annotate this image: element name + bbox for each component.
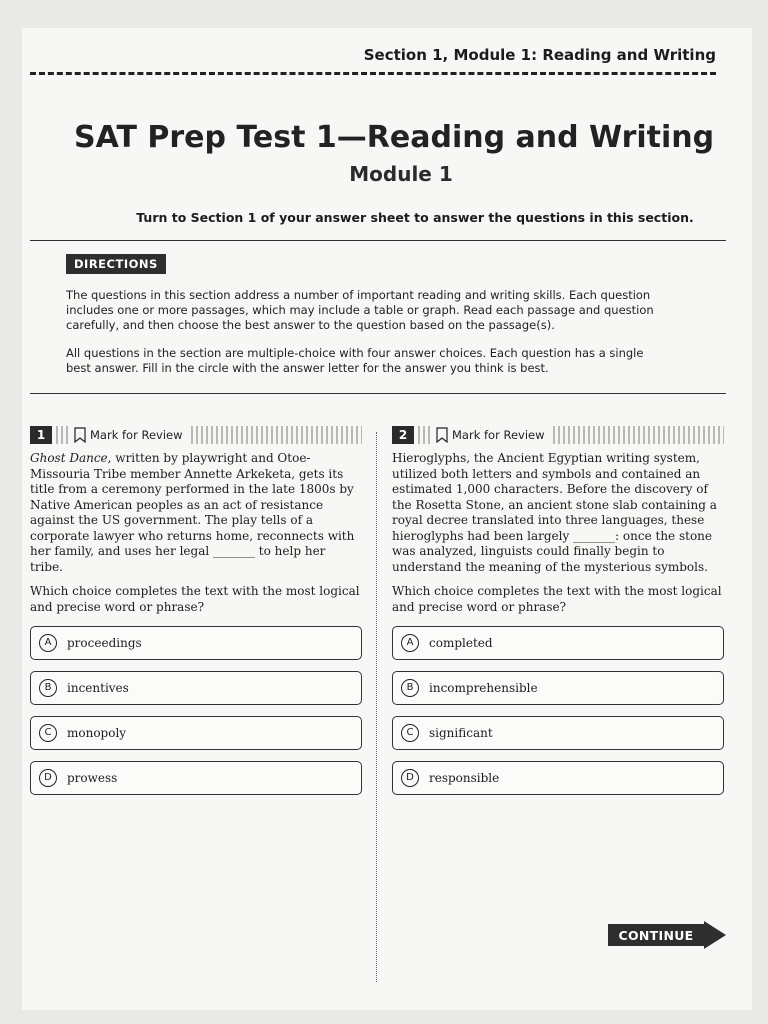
- choice-text: incentives: [67, 681, 129, 695]
- choice-text: monopoly: [67, 726, 127, 740]
- choice-letter-circle: A: [39, 634, 57, 652]
- question-1-prompt: Which choice completes the text with the most logical and precise word or phrase?: [30, 584, 360, 614]
- choice-c[interactable]: [30, 716, 362, 750]
- test-page: [22, 28, 752, 1010]
- page-title: SAT Prep Test 1—Reading and Writing: [74, 120, 715, 155]
- question-1: [30, 426, 362, 795]
- choice-a[interactable]: [392, 626, 724, 660]
- question-1-passage: [30, 451, 362, 575]
- choice-b[interactable]: [30, 671, 362, 705]
- choice-b[interactable]: [392, 671, 724, 705]
- question-2-prompt: Which choice completes the text with the most logical and precise word or phrase?: [392, 584, 722, 614]
- column-divider: [376, 432, 377, 982]
- question-2-passage: Hieroglyphs, the Ancient Egyptian writing system, utilized both letters and symbols and contained an estimated 1,000 characters. Before the discovery of the Rosetta Stone, an ancient stone slab containing a royal decree translated into three languages, these hieroglyphs had been largely _______: once the stone was analyzed, linguists could finally begin to understand the meaning of the mysterious symbols.: [392, 451, 717, 574]
- choice-letter-circle: C: [39, 724, 57, 742]
- mark-for-review-label: Mark for Review: [90, 428, 183, 442]
- choice-text: incomprehensible: [429, 681, 538, 695]
- choice-c[interactable]: [392, 716, 724, 750]
- question-2-header: [392, 426, 724, 448]
- question-1-header: [30, 426, 362, 448]
- choice-letter-circle: B: [39, 679, 57, 697]
- passage-text: , written by playwright and Otoe-Missouria Tribe member Annette Arkeketa, gets its title from a ceremony performed in the late 1800s by Native American peoples as an act of resistance against the US government. The play tells of a corporate lawyer who returns home, reconnects with her family, and uses her legal _______ to help her tribe.: [30, 451, 355, 574]
- choice-letter-circle: B: [401, 679, 419, 697]
- bookmark-icon: [74, 427, 86, 443]
- mark-for-review-label: Mark for Review: [452, 428, 545, 442]
- choice-letter-circle: D: [39, 769, 57, 787]
- mark-for-review-button[interactable]: [430, 426, 551, 444]
- choice-a[interactable]: [30, 626, 362, 660]
- question-number: 1: [30, 426, 52, 444]
- passage-title: Ghost Dance: [30, 451, 108, 465]
- header-dashed-rule: [30, 72, 716, 75]
- directions-paragraph-1: The questions in this section address a number of important reading and writing skills. Each question includes one or more passages, which may include a table or graph. Read each passage and question carefully, and then choose the best answer to the question based on the passage(s).: [66, 288, 654, 332]
- choice-text: proceedings: [67, 636, 142, 650]
- choice-letter-circle: D: [401, 769, 419, 787]
- choice-d[interactable]: [30, 761, 362, 795]
- mark-for-review-button[interactable]: [68, 426, 189, 444]
- question-number: 2: [392, 426, 414, 444]
- question-2: [392, 426, 724, 795]
- module-subtitle: Module 1: [349, 162, 453, 186]
- directions-badge: DIRECTIONS: [66, 254, 166, 274]
- choice-letter-circle: C: [401, 724, 419, 742]
- choice-text: significant: [429, 726, 493, 740]
- choice-text: prowess: [67, 771, 118, 785]
- divider-bottom: [30, 393, 726, 394]
- divider-top: [30, 240, 726, 241]
- section-label: Section 1, Module 1: Reading and Writing: [363, 46, 716, 64]
- directions-paragraph-2: All questions in the section are multiple-choice with four answer choices. Each question has a single best answer. Fill in the circle with the answer letter for the answer you think is best.: [66, 346, 644, 375]
- continue-arrow-icon: [704, 921, 726, 949]
- choice-text: responsible: [429, 771, 500, 785]
- bookmark-icon: [436, 427, 448, 443]
- choice-text: completed: [429, 636, 493, 650]
- section-instruction: Turn to Section 1 of your answer sheet to answer the questions in this section.: [136, 210, 694, 225]
- choice-d[interactable]: [392, 761, 724, 795]
- choice-letter-circle: A: [401, 634, 419, 652]
- continue-button[interactable]: CONTINUE: [608, 924, 704, 946]
